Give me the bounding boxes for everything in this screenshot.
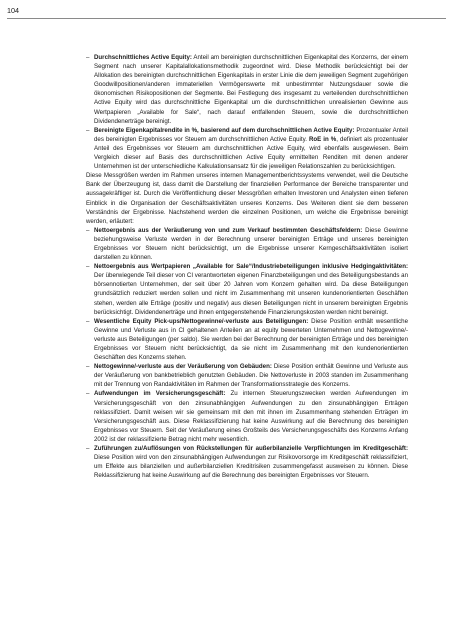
list-item — [86, 53, 408, 126]
dash-bullet: – — [86, 226, 90, 234]
definition-list — [86, 53, 408, 171]
item-subtitle: RoE in % — [308, 135, 337, 143]
item-title: Durchschnittliches Active Equity: — [94, 54, 192, 61]
item-text: , definiert als prozentualer Anteil des Ergebnisses vor Steuern am durchschnittlichen Active Equity, wird ebenfalls ausgewiesen. Beim Vergleich dieser auf Basis des durchschnittlichen Active Equity ermittelten Renditen mit denen anderer Unternehmen ist der unterschiedliche Kalkulationsansatz für die jeweiligen Relationszahlen zu berücksichtigen. — [94, 135, 408, 171]
dash-bullet: – — [86, 54, 90, 61]
list-item — [86, 444, 408, 480]
list-item — [86, 262, 408, 317]
list-item — [86, 226, 408, 262]
item-title: Nettoergebnis aus der Veräußerung von und zum Verkauf bestimmten Geschäftsfeldern: — [94, 226, 363, 234]
header-rule — [7, 18, 446, 19]
list-item — [86, 126, 408, 171]
page-body — [86, 53, 408, 480]
item-title: Bereinigte Eigenkapitalrendite in %, basierend auf dem durchschnittlichen Active Equity: — [94, 126, 355, 134]
item-text: Zu internen Steuerungszwecken werden Aufwendungen im Versicherungsgeschäft von den zinsunabhängigen Aufwendungen zu den zinsunabhängigen Erträgen reklassifiziert. Damit weisen wir sie gemeinsam mit den mit ihnen im Zusammenhang stehenden Erträgen im Versicherungsgeschäft aus. Diese Reklassifizierung hat keine Auswirkung auf die Berechnung des bereinigten Ergebnisses vor Steuern. Seit der Veräußerung eines Großteils des Versicherungsgeschäfts des Konzerns Anfang 2002 ist der reklassifizierte Betrag nicht mehr wesentlich. — [94, 390, 408, 443]
dash-bullet: – — [86, 126, 90, 134]
item-title: Nettogewinne/-verluste aus der Veräußerung von Gebäuden: — [94, 363, 272, 371]
item-text: Der überwiegende Teil dieser von CI verantworteten eigenen Finanzbeteiligungen und des Beteiligungsbestands an börsennotierten Unternehmen, der seit über 20 Jahren vom Konzern gehalten wird. Da diese Beteiligungen grundsätzlich reduziert werden sollen und nicht im Zusammenhang mit unseren kundenorientierten Geschäften stehen, werden alle Erträge (positiv und negativ) aus diesen Beteiligungen nicht in unserem bereinigten Ergebnis berücksichtigt. Dividendenerträge und ihnen entgegenstehende Finanzierungskosten werden nicht bereinigt. — [94, 272, 408, 316]
item-text: Prozentualer Anteil des bereinigten Ergebnisses vor Steuern am durchschnittlichen Active Equity. — [94, 126, 408, 143]
item-title: Zuführungen zu/Auflösungen von Rückstellungen für außerbilanzielle Verpflichtungen im Kreditgeschäft: — [94, 445, 408, 453]
dash-bullet: – — [86, 445, 90, 453]
item-title: Aufwendungen im Versicherungsgeschäft: — [94, 390, 226, 398]
adjustments-list — [86, 226, 408, 481]
body-paragraph: Diese Messgrößen werden im Rahmen unseres internen Managementberichtssystems verwendet, weil die Deutsche Bank der Überzeugung ist, dass damit die Darstellung der finanziellen Performance der Bereiche transparenter und aussagekräftiger ist. Durch die Veröffentlichung dieser Messgrößen erhalten Investoren und Analysten einen tieferen Einblick in die Organisation der Geschäftsaktivitäten unseres Konzerns. Des Weiteren dient sie dem besseren Verständnis der Ergebnisse. Nachstehend werden die einzelnen Positionen, um welche die Ergebnisse bereinigt werden, erläutert: — [86, 172, 408, 225]
item-text: Diese Position wird von den zinsunabhängigen Aufwendungen zur Risikovorsorge im Kreditgeschäft reklassifiziert, um Effekte aus bilanziellen und außerbilanziellen Kreditrisiken zusammengefasst ausweisen zu können. Diese Reklassifizierung hat keine Auswirkung auf die Berechnung des bereinigten Ergebnisses vor Steuern. — [94, 454, 408, 480]
item-text: Diese Position enthält wesentliche Gewinne und Verluste aus in CI gehaltenen Anteilen an at equity bewerteten Unternehmen und Nettogewinne/-verluste aus Beteiligungen (per saldo). Sie werden bei der Berechnung der bereinigten Erträge und des bereinigten Ergebnisses vor Steuern nicht berücksichtigt, da sie nicht im Zusammenhang mit den kundenorientierten Geschäften des Konzerns stehen. — [94, 317, 408, 362]
list-item — [86, 362, 408, 389]
dash-bullet: – — [86, 390, 90, 398]
dash-bullet: – — [86, 317, 90, 325]
item-text: Anteil am bereinigten durchschnittlichen Eigenkapital des Konzerns, der einem Segment nach unserer Kapitalallokationsmethodik zugeordnet wird. Diese Methodik berücksichtigt bei der Allokation des bereinigten durchschnittlichen Eigenkapitals in erster Linie die dem jeweiligen Segment zugehörigen Goodwillpositionen/anderen immateriellen Vermögenswerte mit unbestimmter Nutzungsdauer sowie die ökonomischen Risikopositionen der Segmente. Bei Festlegung des insgesamt zu verteilenden durchschnittlichen Active Equity wird das durchschnittliche Eigenkapital um die durchschnittlichen unrealisierten Gewinne aus Wertpapieren „Available for Sale“, nach darauf entfallenden Steuern, sowie die durchschnittlichen Dividendenerträge bereinigt. — [94, 54, 408, 125]
list-item — [86, 317, 408, 362]
page-number: 104 — [7, 6, 19, 15]
dash-bullet: – — [86, 263, 90, 271]
item-title: Nettoergebnis aus Wertpapieren „Available for Sale“/Industriebeteiligungen inklusive Hedgingaktivitäten: — [94, 263, 408, 271]
item-text: Diese Position enthält Gewinne und Verluste aus der Veräußerung von bankbetrieblich genutzten Gebäuden. Die Nettoverluste in 2003 standen im Zusammenhang mit der Trennung von Randaktivitäten im Rahmen der Transformationsstrategie des Konzerns. — [94, 363, 409, 389]
list-item — [86, 389, 408, 444]
item-text: Diese Gewinne beziehungsweise Verluste werden in der Berechnung unserer bereinigten Erträge und unseres bereinigten Ergebnisses vor Steuern nicht berücksichtigt, um die Ergebnisse unserer Kerngeschäftsaktivitäten isoliert darstellen zu können. — [94, 226, 408, 262]
dash-bullet: – — [86, 363, 90, 371]
item-title: Wesentliche Equity Pick-ups/Nettogewinne/-verluste aus Beteiligungen: — [94, 317, 309, 325]
